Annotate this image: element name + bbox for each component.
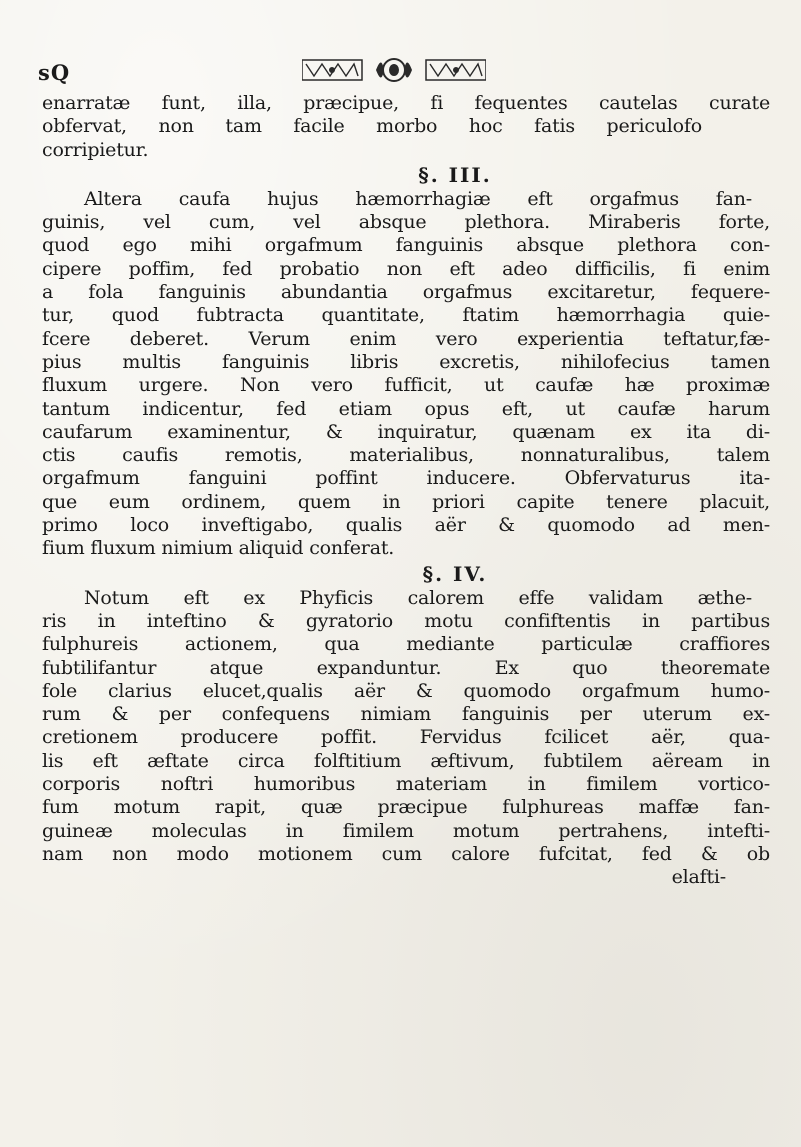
- text-line: ris in inteftino & gyratorio motu confiftentis in partibus: [42, 609, 770, 632]
- text-line: tantum indicentur, fed etiam opus eft, ut caufæ harum: [42, 397, 770, 420]
- text-line: que eum ordinem, quem in priori capite tenere placuit,: [42, 490, 770, 513]
- text-line: caufarum examinentur, & inquiratur, quænam ex ita di-: [42, 420, 770, 443]
- text-line: guinis, vel cum, vel absque plethora. Miraberis forte,: [42, 211, 770, 234]
- text-line: tur, quod fubtracta quantitate, ftatim hæmorrhagia quie-: [42, 304, 770, 327]
- text-line: cretionem producere poffit. Fervidus fcilicet aër, qua-: [42, 726, 770, 749]
- text-line: enarratæ funt, illa, præcipue, fi fequentes cautelas curate: [42, 92, 770, 114]
- text-line: pius multis fanguinis libris excretis, nihilofecius tamen: [42, 350, 770, 373]
- text-line: ctis caufis remotis, materialibus, nonnaturalibus, talem: [42, 444, 770, 467]
- text-line: fole clarius elucet,qualis aër & quomodo orgafmum humo-: [42, 679, 770, 702]
- ornament-headpiece-icon: [302, 56, 486, 84]
- text-line: nam non modo motionem cum calore fufcitat, fed & ob: [42, 842, 770, 865]
- text-line: quod ego mihi orgafmum fanguinis absque plethora con-: [42, 234, 770, 257]
- text-line: a fola fanguinis abundantia orgafmus excitaretur, fequere-: [42, 281, 770, 304]
- page-header: [38, 56, 738, 86]
- text-line: primo loco inveftigabo, qualis aër & quomodo ad men-: [42, 514, 770, 537]
- section-heading: §. III.: [418, 162, 492, 187]
- text-line: orgafmum fanguini poffint inducere. Obfervaturus ita-: [42, 467, 770, 490]
- catchword: elafti-: [671, 866, 726, 889]
- text-line: fluxum urgere. Non vero fufficit, ut caufæ hæ proximæ: [42, 374, 770, 397]
- text-line: Notum eft ex Phyficis calorem effe validam æthe-: [84, 586, 752, 609]
- text-line: fubtilifantur atque expanduntur. Ex quo theoremate: [42, 656, 770, 679]
- text-line: corporis noftri humoribus materiam in fimilem vortico-: [42, 773, 770, 796]
- text-line: corripietur.: [42, 138, 149, 161]
- page-number: sQ: [38, 60, 71, 85]
- latin-text-block: [42, 92, 770, 890]
- section-heading: §. IV.: [422, 561, 488, 586]
- text-line: Altera caufa hujus hæmorrhagiæ eft orgafmus fan-: [84, 187, 752, 210]
- text-line: lis eft æftate circa folftitium æftivum, fubtilem aëream in: [42, 749, 770, 772]
- text-line: rum & per confequens nimiam fanguinis per uterum ex-: [42, 703, 770, 726]
- text-line: obfervat, non tam facile morbo hoc fatis periculofo: [42, 115, 702, 138]
- text-line: fium fluxum nimium aliquid conferat.: [42, 537, 395, 560]
- text-line: fulphureis actionem, qua mediante particulæ craffiores: [42, 633, 770, 656]
- text-line: fum motum rapit, quæ præcipue fulphureas maffæ fan-: [42, 796, 770, 819]
- text-line: fcere deberet. Verum enim vero experientia teftatur,fæ-: [42, 327, 770, 350]
- text-line: cipere poffim, fed probatio non eft adeo difficilis, fi enim: [42, 257, 770, 280]
- text-line: guineæ moleculas in fimilem motum pertrahens, intefti-: [42, 819, 770, 842]
